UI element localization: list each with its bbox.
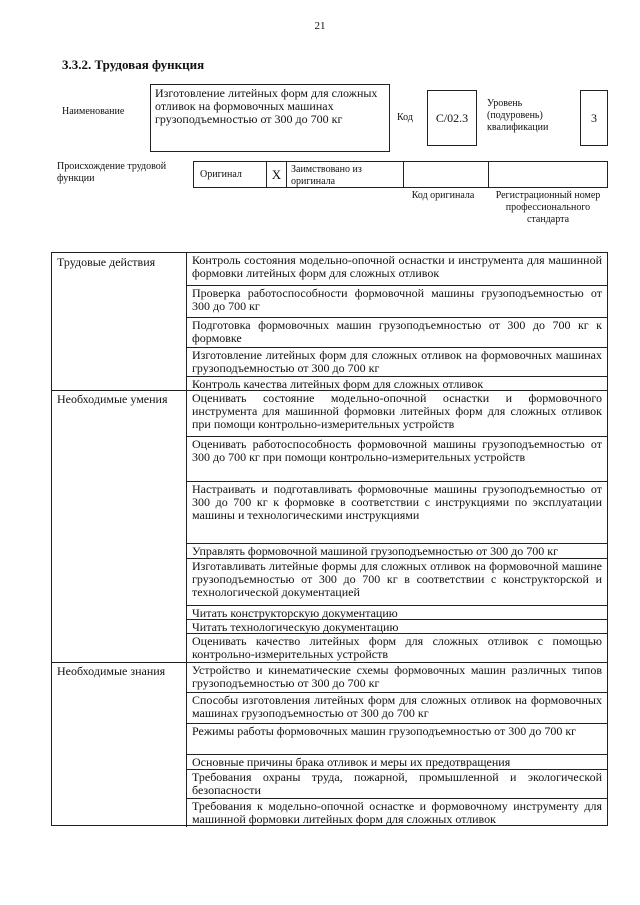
code-label: Код xyxy=(397,112,413,123)
level-value: 3 xyxy=(591,110,597,125)
skill-item: Изготавливать литейные формы для сложных отливок на формовочной машине грузоподъемностью от 300 до 700 кг в соответствии с конструкторской и технологической документацией xyxy=(187,558,607,605)
skill-item: Читать технологическую документацию xyxy=(187,619,607,633)
level-box xyxy=(580,90,608,146)
knowledge-item: Режимы работы формовочных машин грузоподъемностью от 300 до 700 кг xyxy=(187,723,607,754)
labor-action-item: Изготовление литейных форм для сложных отливок на формовочных машинах грузоподъемностью от 300 до 700 кг xyxy=(187,347,607,376)
labor-action-item: Подготовка формовочных машин грузоподъемностью от 300 до 700 кг к формовке xyxy=(187,317,607,347)
borrowed-cell xyxy=(287,162,404,187)
level-label: Уровень (подуровень) квалификации xyxy=(487,98,549,133)
knowledge-item: Требования охраны труда, пожарной, промышленной и экологической безопасности xyxy=(187,769,607,798)
knowledge-item: Основные причины брака отливок и меры их предотвращения xyxy=(187,754,607,769)
code-original-caption: Код оригинала xyxy=(411,190,475,201)
function-name-box xyxy=(150,84,390,152)
labor-action-item: Проверка работоспособности формовочной машины грузоподъемностью от 300 до 700 кг xyxy=(187,285,607,317)
code-original-cell xyxy=(404,162,489,187)
skill-item: Оценивать работоспособность формовочной машины грузоподъемностью от 300 до 700 кг при помощи контрольно-измерительных устройств xyxy=(187,436,607,481)
skill-item: Настраивать и подготавливать формовочные машины грузоподъемностью от 300 до 700 кг к формовке в соответствии с инструкциями по эксплуатации машины и технологическими инструкциями xyxy=(187,481,607,543)
skill-item: Оценивать состояние модельно-опочной оснастки и формовочного инструмента для машинной формовки литейных форм для сложных отливок при помощи контрольно-измерительных устройств xyxy=(187,390,607,436)
skill-item: Читать конструкторскую документацию xyxy=(187,605,607,619)
knowledge-item: Устройство и кинематические схемы формовочных машин различных типов грузоподъемностью от 300 до 700 кг xyxy=(187,662,607,692)
code-box xyxy=(427,90,477,146)
registration-caption: Регистрационный номер профессионального стандарта xyxy=(495,190,601,225)
section-title: 3.3.2. Трудовая функция xyxy=(62,57,205,72)
borrowed-label: Заимствовано из оригинала xyxy=(291,164,362,187)
origin-table xyxy=(193,161,608,188)
origin-label: Происхождение трудовой функции xyxy=(57,161,167,184)
requirements-table xyxy=(51,252,608,826)
original-label: Оригинал xyxy=(200,168,242,180)
category-title: Трудовые действия xyxy=(57,255,156,269)
name-label: Наименование xyxy=(62,106,125,117)
category-labor-actions xyxy=(52,253,187,390)
function-name-value: Изготовление литейных форм для сложных отливок на формовочных машинах грузоподъемностью от 300 до 700 кг xyxy=(155,86,378,126)
category-skills xyxy=(52,390,187,662)
page-number: 21 xyxy=(314,20,326,32)
skill-item: Оценивать качество литейных форм для сложных отливок с помощью контрольно-измерительных устройств xyxy=(187,633,607,662)
knowledge-item: Способы изготовления литейных форм для сложных отливок на формовочных машинах грузоподъемностью от 300 до 700 кг xyxy=(187,692,607,723)
code-value: С/02.3 xyxy=(435,110,469,125)
category-title: Необходимые умения xyxy=(57,392,168,406)
registration-number-cell xyxy=(489,162,609,187)
category-knowledge xyxy=(52,662,187,827)
original-mark-cell xyxy=(267,162,287,187)
labor-action-item: Контроль качества литейных форм для сложных отливок xyxy=(187,376,607,390)
labor-action-item: Контроль состояния модельно-опочной оснастки и инструмента для машинной формовки литейных форм для сложных отливок xyxy=(192,253,602,280)
skill-item: Управлять формовочной машиной грузоподъемностью от 300 до 700 кг xyxy=(187,543,607,558)
original-mark: X xyxy=(271,166,282,182)
original-cell xyxy=(194,162,267,187)
category-title: Необходимые знания xyxy=(57,664,166,678)
knowledge-item: Требования к модельно-опочной оснастке и формовочному инструменту для машинной формовки литейных форм для сложных отливок xyxy=(187,798,607,827)
